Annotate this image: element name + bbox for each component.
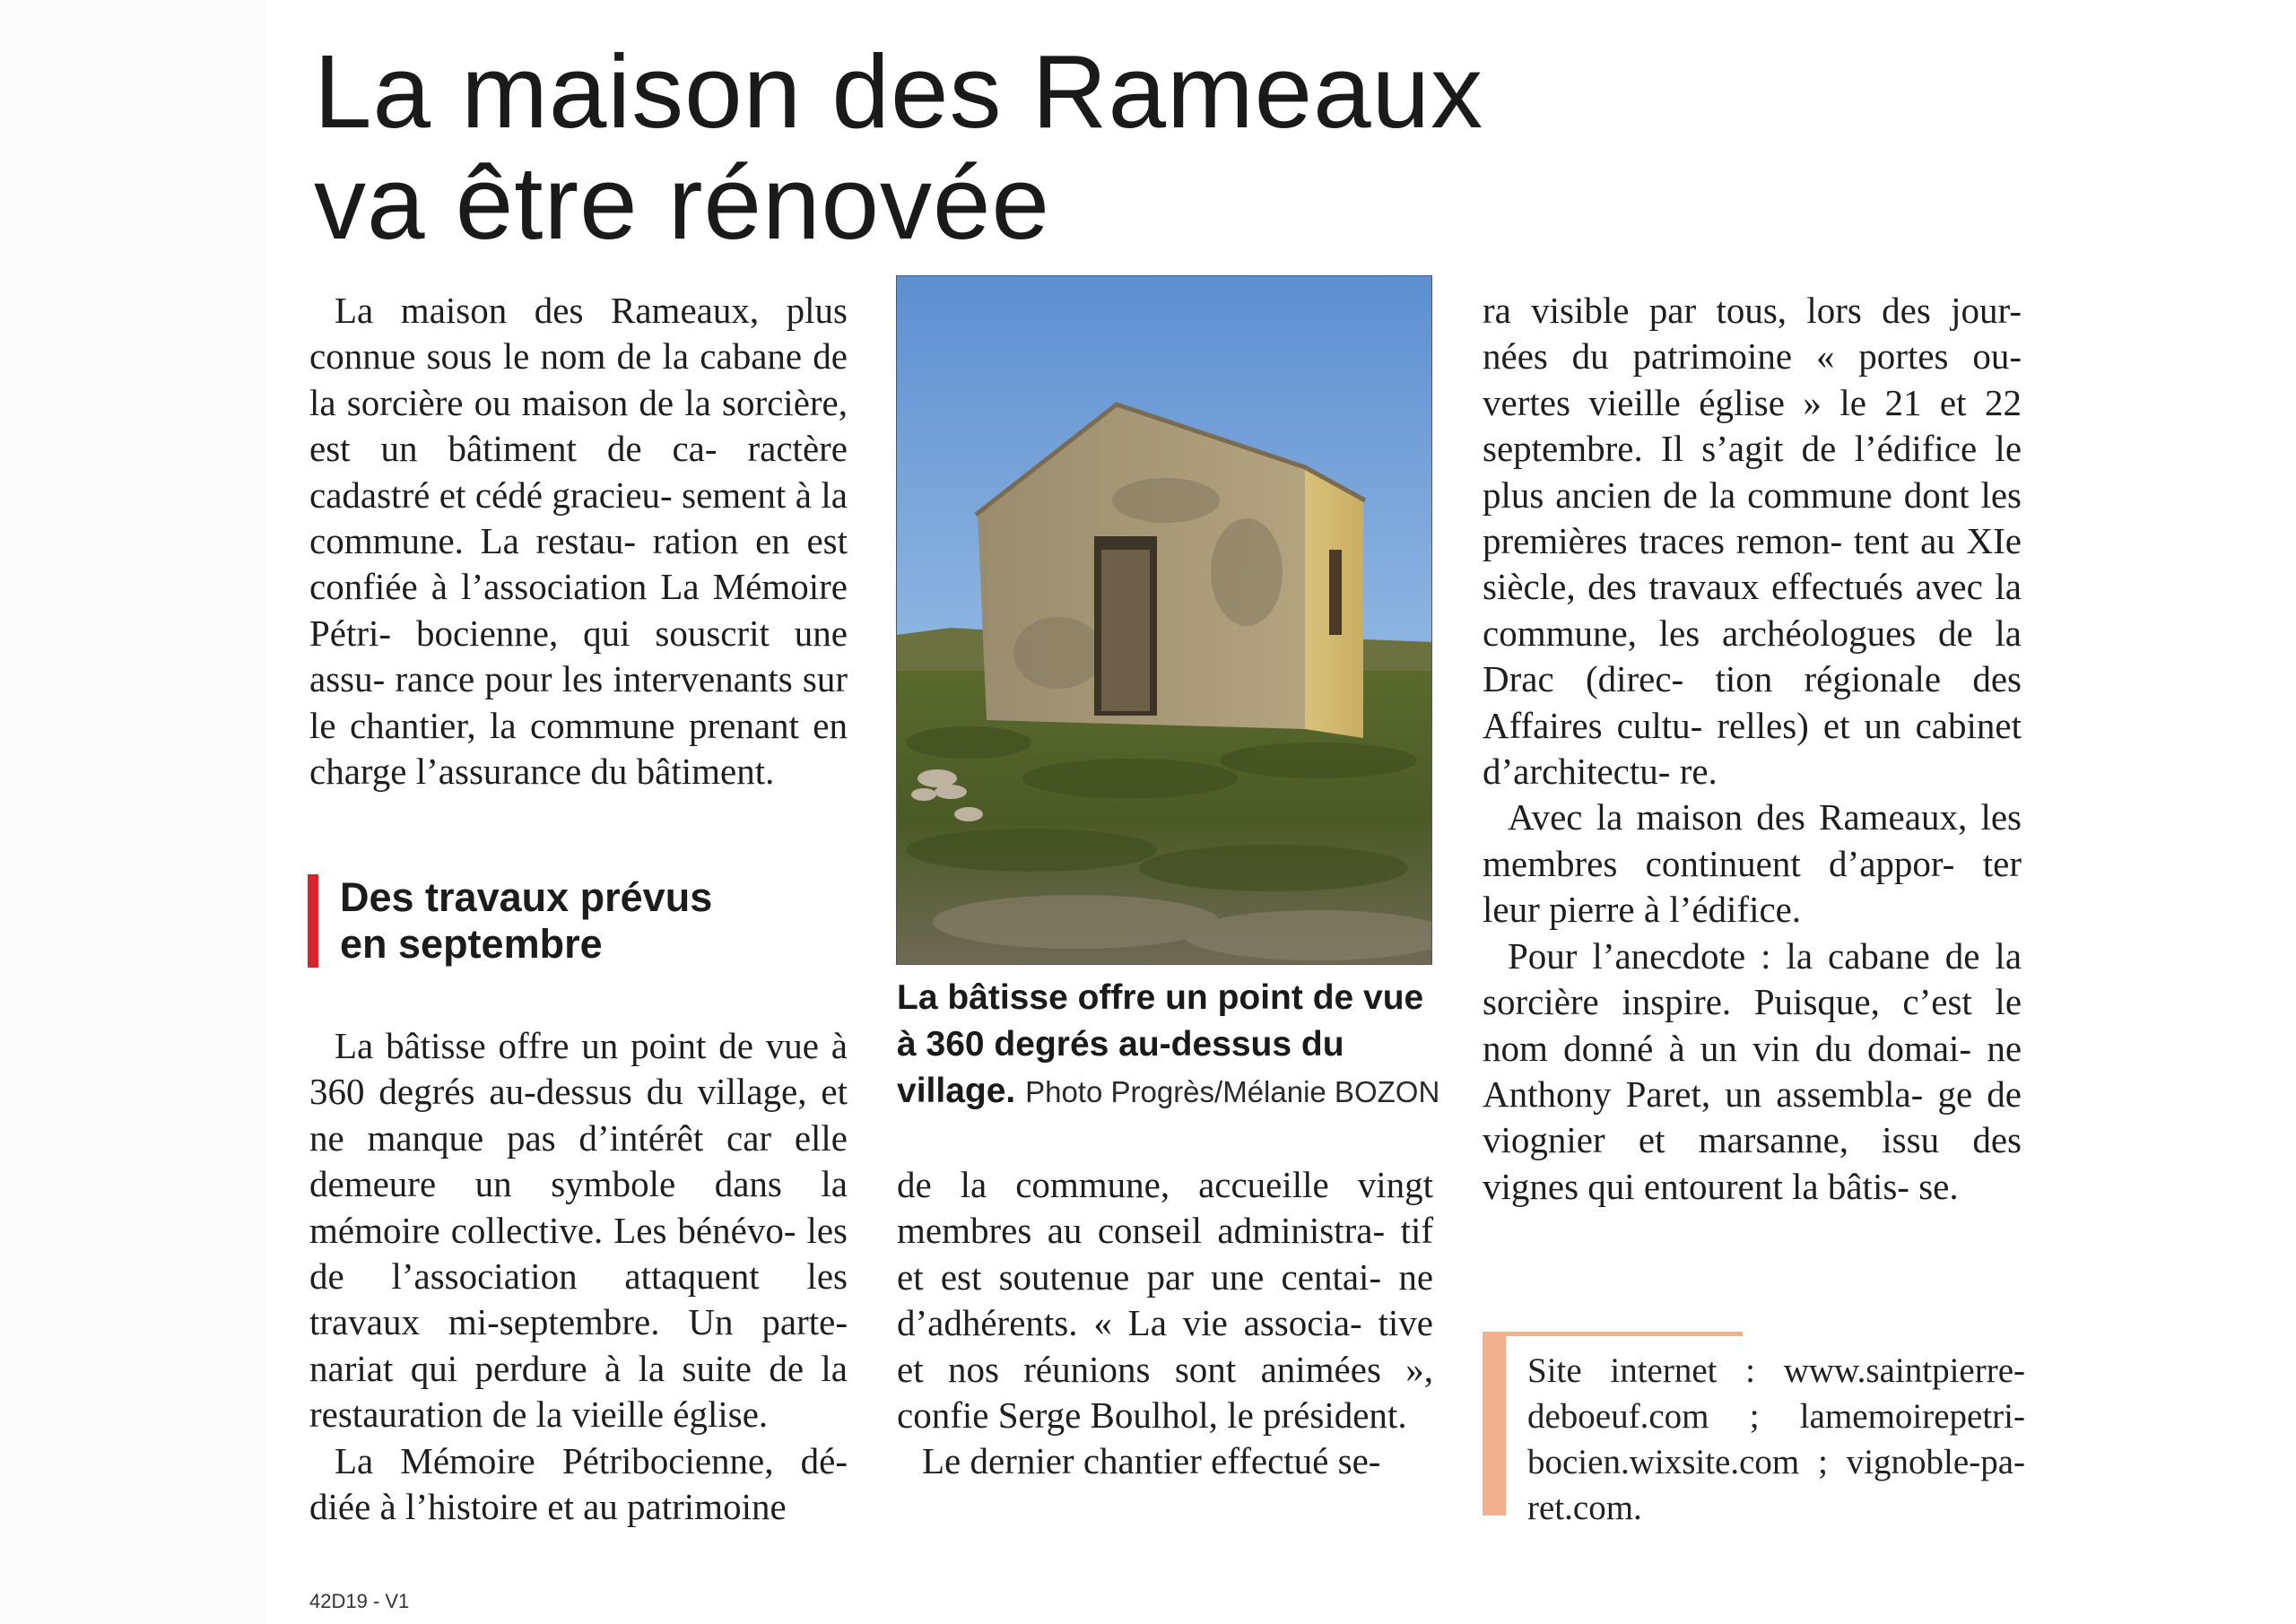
- paragraph: [897, 1162, 1433, 1438]
- text-line: l’association La Mémoire Pétri-: [309, 566, 848, 654]
- photo-credit: Photo Progrès/Mélanie BOZON: [1025, 1075, 1440, 1108]
- text-line: chantier, la commune prenant en: [349, 704, 848, 746]
- column-2: [897, 1162, 1433, 1485]
- text-line: la sorcière inspire. Puisque, c’est: [1483, 934, 2022, 1023]
- page-code: 42D19 - V1: [309, 1590, 410, 1612]
- text-line: La Mémoire Pétribocienne, dé-: [335, 1439, 848, 1481]
- info-box-top-rule: [1483, 1332, 1743, 1336]
- photo-caption: [897, 975, 1453, 1116]
- text-line: charge l’assurance du bâtiment.: [309, 751, 775, 793]
- text-line: mémoire collective. Les bénévo-: [309, 1209, 796, 1251]
- text-line: se.: [1918, 1165, 1959, 1207]
- text-line: rance pour les intervenants sur le: [309, 658, 848, 746]
- text-line: tif et est soutenue par une centai-: [897, 1210, 1434, 1298]
- text-line: effectués avec la commune, les: [1483, 566, 2022, 654]
- text-line: ractère cadastré et cédé gracieu-: [309, 428, 848, 516]
- text-line: nées du patrimoine « portes ou-: [1483, 335, 2022, 378]
- text-line: vertes vieille église » le 21 et: [1483, 381, 1967, 423]
- text-line: bocien.wixsite.com ; vignoble-pa-: [1527, 1443, 2025, 1481]
- text-line: elle demeure un symbole dans la: [309, 1116, 848, 1205]
- text-line: ter leur pierre à l’édifice.: [1483, 842, 2022, 931]
- caption-line-2: à 360 degrés au-dessus du: [897, 1025, 1344, 1064]
- text-line: relles) et un cabinet d’architectu-: [1483, 704, 2022, 793]
- info-box: [1483, 1332, 2025, 1527]
- text-line: Site internet : www.saintpierre-: [1527, 1351, 2025, 1390]
- column-3: [1483, 288, 2022, 1210]
- hut-doorway-interior: [1101, 550, 1150, 711]
- text-line: La maison des Rameaux, plus: [335, 290, 848, 331]
- headline-line-1: La maison des Rameaux: [314, 33, 1484, 150]
- text-line: Avec la maison des Rameaux,: [1508, 796, 1968, 838]
- article-photo: [896, 275, 1432, 965]
- text-line: connue sous le nom de la cabane: [309, 335, 803, 378]
- text-line: membres au conseil administra-: [897, 1210, 1386, 1252]
- info-box-text: [1527, 1348, 2025, 1531]
- paragraph: [309, 1438, 848, 1531]
- text-line: nariat qui perdure à la suite de la: [309, 1347, 848, 1389]
- text-line: ne Anthony Paret, un assembla-: [1483, 1027, 2022, 1115]
- text-line: tent au XIe siècle, des travaux: [1483, 520, 2022, 608]
- text-line: bocienne, qui souscrit une assu-: [309, 612, 848, 700]
- paragraph: [1483, 288, 2022, 795]
- text-line: le président.: [1227, 1394, 1407, 1437]
- text-line: re.: [1679, 751, 1718, 793]
- text-line: et ne manque pas d’intérêt car: [309, 1071, 848, 1159]
- text-line: ge de viognier et marsanne, issu: [1483, 1073, 2022, 1161]
- text-line: ration en est confiée à: [309, 520, 848, 608]
- subhead-line-1: Des travaux prévus: [340, 874, 713, 920]
- text-line: archéologues de la Drac (direc-: [1483, 612, 2022, 700]
- text-line: ra visible par tous, lors des jour-: [1483, 290, 2022, 331]
- stone-hut-illustration: [897, 276, 1432, 965]
- column-1-intro: [309, 288, 848, 795]
- text-line: deboeuf.com ; lamemoirepetri-: [1527, 1397, 2025, 1436]
- text-line: de la sorcière ou maison de la: [309, 335, 848, 423]
- text-line: le nom donné à un vin du domai-: [1483, 981, 2022, 1069]
- text-line: à 360 degrés au-dessus du village,: [309, 1025, 848, 1113]
- section-subheading: [308, 874, 842, 968]
- text-line: tive et nos réunions sont: [897, 1302, 1433, 1390]
- text-line: Pour l’anecdote : la cabane de: [1508, 934, 1980, 977]
- text-line: de la commune, accueille vingt: [897, 1164, 1433, 1205]
- text-line: le plus ancien de la commune: [1483, 428, 2022, 516]
- info-box-accent-bar: [1483, 1332, 1506, 1515]
- page-margin: [0, 0, 267, 1624]
- column-1-body: [309, 1023, 848, 1530]
- text-line: ret.com.: [1527, 1489, 1642, 1527]
- text-line: les membres continuent d’appor-: [1483, 796, 2022, 884]
- paragraph: [309, 1023, 848, 1438]
- paragraph: [309, 288, 848, 795]
- subhead-line-2: en septembre: [340, 921, 603, 967]
- headline: [314, 33, 1570, 261]
- text-line: La bâtisse offre un point de vue: [335, 1025, 819, 1066]
- text-line: diée à l’histoire et au patrimoine: [309, 1486, 787, 1528]
- text-line: tion régionale des Affaires cultu-: [1483, 658, 2022, 746]
- text-line: ne d’adhérents. « La vie associa-: [897, 1255, 1434, 1344]
- text-line: sement à la commune. La restau-: [309, 473, 848, 562]
- caption-line-3: village.: [897, 1072, 1016, 1110]
- text-line: 22 septembre. Il s’agit de l’édifice: [1483, 381, 2022, 470]
- text-line: Le dernier chantier effectué se-: [922, 1440, 1381, 1482]
- text-line: des vignes qui entourent la bâtis-: [1483, 1119, 2022, 1207]
- text-line: dont les premières traces remon-: [1483, 473, 2022, 562]
- paragraph: [1483, 934, 2022, 1210]
- caption-line-1: La bâtisse offre un point de vue: [897, 978, 1424, 1017]
- text-line: animées », confie Serge Boulhol,: [897, 1348, 1434, 1437]
- text-line: sorcière, est un bâtiment de ca-: [309, 381, 848, 470]
- paragraph: [1483, 795, 2022, 933]
- text-line: restauration de la vieille église.: [309, 1394, 769, 1436]
- headline-line-2: va être rénovée: [314, 144, 1051, 261]
- text-line: les de l’association attaquent les: [309, 1209, 848, 1298]
- paragraph: [897, 1438, 1433, 1484]
- hut-side-window: [1329, 550, 1342, 635]
- text-line: travaux mi-septembre. Un parte-: [309, 1301, 848, 1343]
